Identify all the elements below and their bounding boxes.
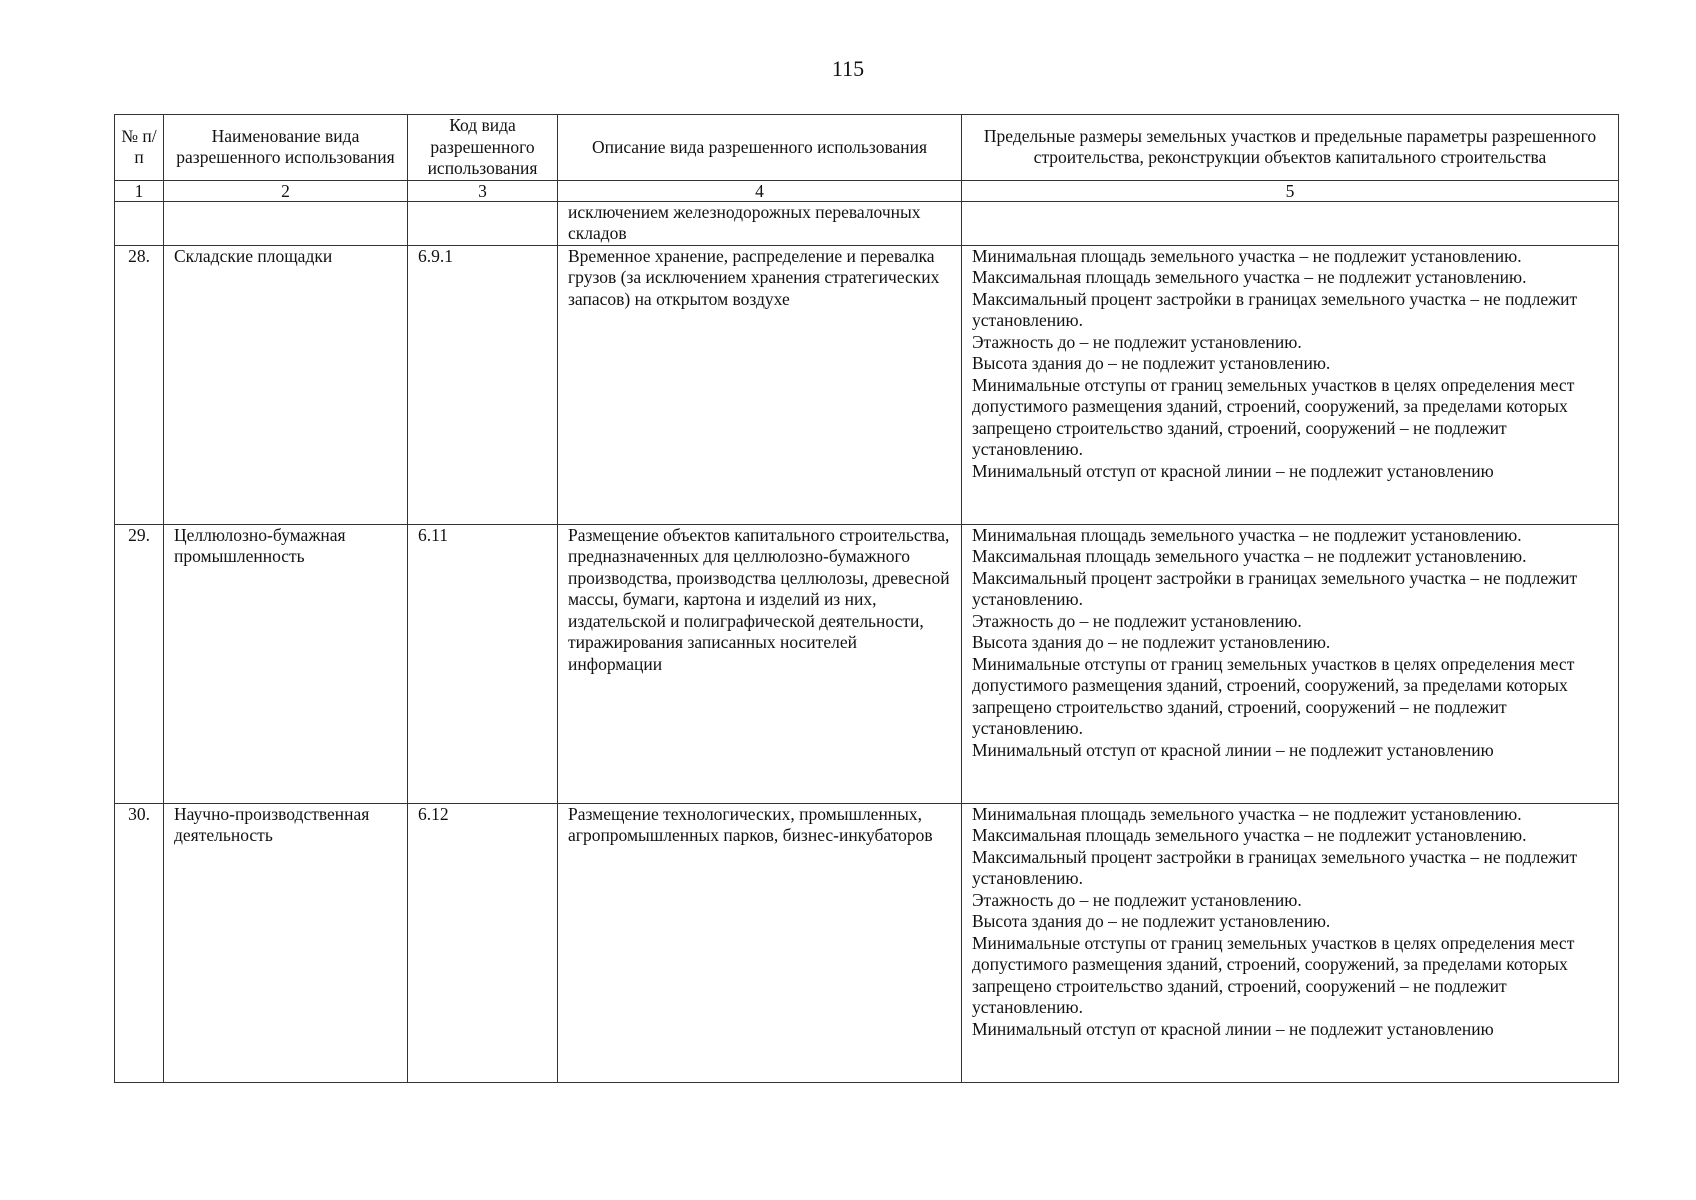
column-number: 5 [962,180,1619,201]
use-code: 6.9.1 [408,245,558,524]
column-numbers-row [115,180,1619,201]
param-floors: Этажность до – не подлежит установлению. [972,610,1302,631]
param-height: Высота здания до – не подлежит установлению. [972,353,1331,373]
column-number: 1 [115,180,164,201]
page-number: 115 [831,56,865,81]
param-max-area: Максимальная площадь земельного участка – не подлежит установлению. [972,267,1527,287]
header-limit-parameters: Предельные размеры земельных участков и предельные параметры разрешенного строительства, реконструкции объектов капитального строительства [962,115,1619,181]
empty-cell [408,201,558,245]
land-use-table [114,114,1619,1083]
table-row [115,524,1619,803]
table-header-row [115,115,1619,181]
table-row [115,803,1619,1082]
use-code: 6.11 [408,524,558,803]
param-floors: Этажность до – не подлежит установлению. [972,889,1302,910]
param-boundary-setbacks: Минимальные отступы от границ земельных участков в целях определения мест допустимого размещения зданий, строений, сооружений, за пределами которых запрещено строительство зданий, строений, сооружений – не подлежит установлению. [972,374,1575,459]
use-description: Временное хранение, распределение и перевалка грузов (за исключением хранения стратегических запасов) на открытом воздухе [558,245,962,524]
limit-parameters [962,245,1619,524]
continuation-row [115,201,1619,245]
row-number: 29. [115,524,164,803]
limit-parameters [962,524,1619,803]
column-number: 2 [164,180,408,201]
param-boundary-setbacks: Минимальные отступы от границ земельных участков в целях определения мест допустимого размещения зданий, строений, сооружений, за пределами которых запрещено строительство зданий, строений, сооружений – не подлежит установлению. [972,932,1575,1017]
empty-cell [962,201,1619,245]
column-number: 4 [558,180,962,201]
param-red-line-setback: Минимальный отступ от красной линии – не подлежит установлению [972,1018,1494,1039]
empty-cell [115,201,164,245]
param-floors: Этажность до – не подлежит установлению. [972,331,1302,352]
param-max-coverage: Максимальный процент застройки в границах земельного участка – не подлежит установлению. [972,567,1578,609]
param-min-area: Минимальная площадь земельного участка – не подлежит установлению. [972,245,1522,266]
param-max-coverage: Максимальный процент застройки в границах земельного участка – не подлежит установлению. [972,288,1578,330]
param-min-area: Минимальная площадь земельного участка – не подлежит установлению. [972,524,1522,545]
param-boundary-setbacks: Минимальные отступы от границ земельных участков в целях определения мест допустимого размещения зданий, строений, сооружений, за пределами которых запрещено строительство зданий, строений, сооружений – не подлежит установлению. [972,653,1575,738]
table-row [115,245,1619,524]
param-height: Высота здания до – не подлежит установлению. [972,632,1331,652]
header-number: № п/п [115,115,164,181]
param-max-area: Максимальная площадь земельного участка – не подлежит установлению. [972,546,1527,566]
param-min-area: Минимальная площадь земельного участка – не подлежит установлению. [972,803,1522,824]
column-number: 3 [408,180,558,201]
use-description: Размещение объектов капитального строительства, предназначенных для целлюлозно-бумажного производства, производства целлюлозы, древесной массы, бумаги, картона и изделий из них, издательской и полиграфической деятельности, тиражирования записанных носителей информации [558,524,962,803]
row-number: 28. [115,245,164,524]
header-use-description: Описание вида разрешенного использования [558,115,962,181]
use-description: Размещение технологических, промышленных, агропромышленных парков, бизнес-инкубаторов [558,803,962,1082]
param-max-coverage: Максимальный процент застройки в границах земельного участка – не подлежит установлению. [972,846,1578,888]
use-code: 6.12 [408,803,558,1082]
param-red-line-setback: Минимальный отступ от красной линии – не подлежит установлению [972,460,1494,481]
param-height: Высота здания до – не подлежит установлению. [972,911,1331,931]
row-number: 30. [115,803,164,1082]
continuation-description: исключением железнодорожных перевалочных складов [558,201,962,245]
empty-cell [164,201,408,245]
limit-parameters [962,803,1619,1082]
param-red-line-setback: Минимальный отступ от красной линии – не подлежит установлению [972,739,1494,760]
use-name: Складские площадки [164,245,408,524]
use-name: Научно-производственная деятельность [164,803,408,1082]
header-use-code: Код вида разрешенного использования [408,115,558,181]
header-use-name: Наименование вида разрешенного использования [164,115,408,181]
param-max-area: Максимальная площадь земельного участка – не подлежит установлению. [972,825,1527,845]
use-name: Целлюлозно-бумажная промышленность [164,524,408,803]
